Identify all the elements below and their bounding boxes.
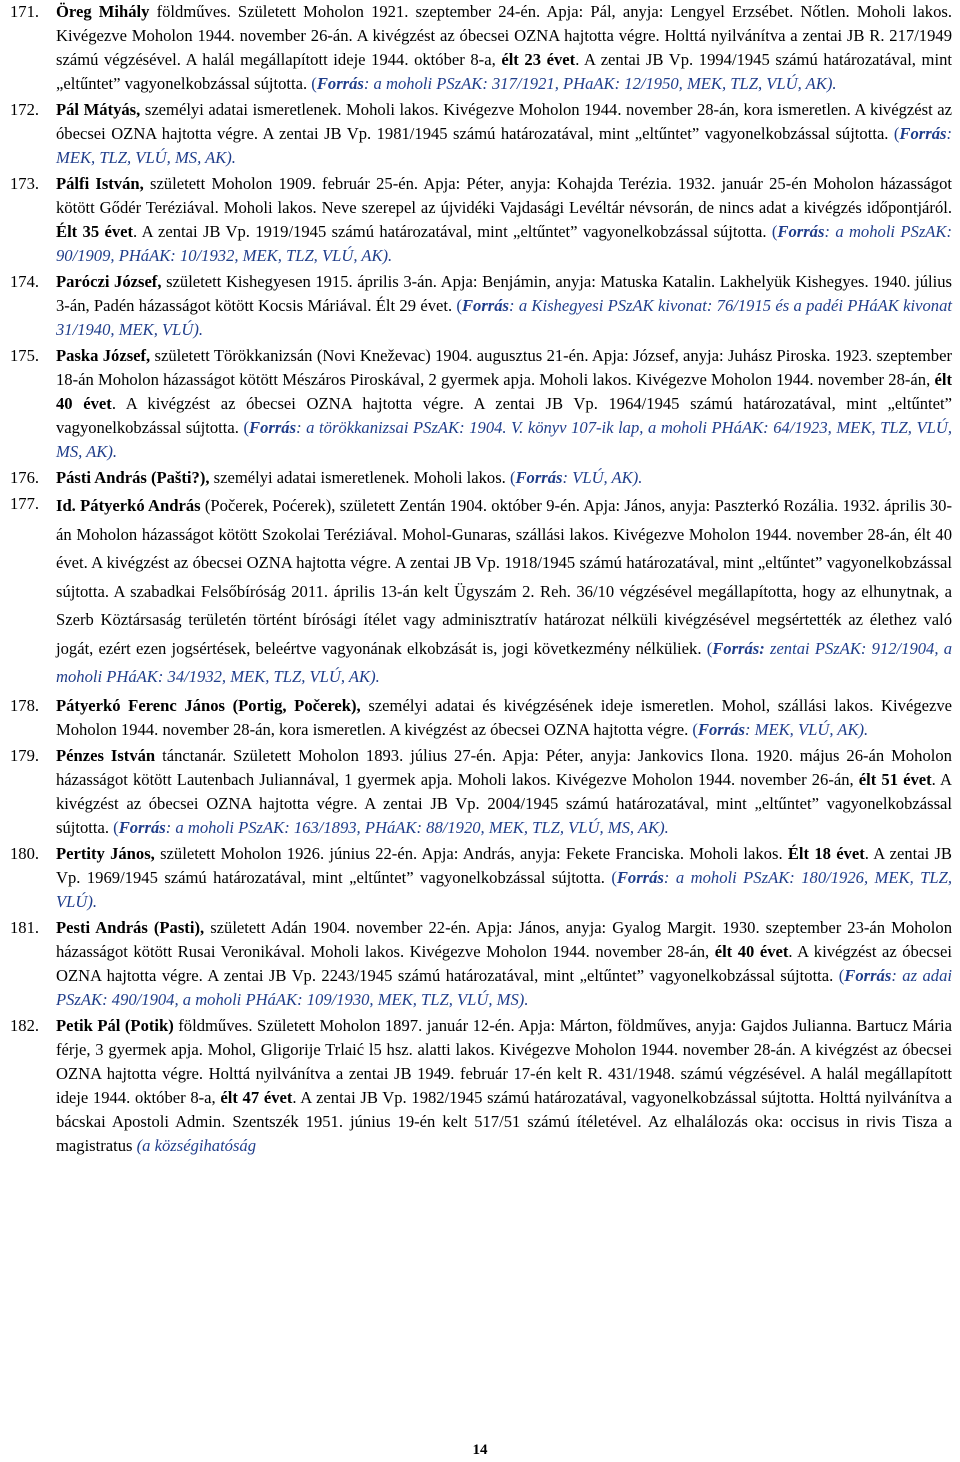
entry-number: 171.	[10, 2, 40, 21]
list-item	[0, 492, 960, 692]
source-label: Forrás	[515, 468, 563, 487]
person-name: Öreg Mihály	[56, 2, 150, 21]
source-label: Forrás	[461, 296, 509, 315]
source-open: (	[692, 719, 698, 739]
list-item	[0, 98, 960, 170]
entry-text	[56, 344, 952, 464]
person-name: Pertity János,	[56, 843, 155, 863]
source-open: (	[838, 965, 845, 985]
list-item	[0, 744, 960, 840]
entry-body-cont: . A kivégzést az óbecsei OZNA hajtotta végre. A zentai JB Vp. 2243/1945 számú határozatával, mint „eltűntet” vagyonelkobzással sújtotta.	[56, 941, 952, 985]
age-highlight: élt 40 évet	[56, 370, 952, 413]
entry-body-cont: . A zentai JB Vp. 1969/1945 számú határozatával, mint „eltűntet” vagyonelkobzással sújtotta.	[56, 843, 952, 887]
source-open: (	[706, 638, 713, 658]
list-item	[0, 270, 960, 342]
source-label: Forrás	[697, 719, 745, 739]
age-highlight: Élt 35 évet	[56, 222, 134, 241]
entry-body-cont: . A zentai JB Vp. 1982/1945 számú határozatával, vagyonelkobzással sújtotta. Holttá nyilvánítva a bácskai Apostoli Admin. Szentszék 1951. június 19-én kelt 517/51 számú ítéletével. Az elhalálozás oka: occisus in rivis Tisza a magistratus	[56, 1087, 953, 1155]
person-name: Paska József,	[56, 346, 151, 365]
source-list: : MEK, VLÚ, AK).	[744, 719, 869, 739]
person-name: Pál Mátyás,	[56, 100, 141, 119]
entry-body-cont: . A zentai JB Vp. 1994/1945 számú határozatával, mint „eltűntet” vagyonelkobzással sújtotta.	[56, 50, 952, 93]
source-list: : a moholi PSzAK: 163/1893, PHáAK: 88/1920, MEK, TLZ, VLÚ, MS, AK).	[165, 817, 669, 837]
entry-number: 179.	[10, 745, 40, 765]
entry-number: 174.	[10, 272, 40, 291]
person-name: Pátyerkó Ferenc János (Portig, Počerek),	[56, 695, 361, 715]
source-open: (	[893, 124, 900, 143]
source-list: : MEK, TLZ, VLÚ, MS, AK).	[56, 124, 952, 167]
entry-number: 181.	[10, 917, 40, 937]
entry-body-cont: . A kivégzést az óbecsei OZNA hajtotta végre. A zentai JB Vp. 2004/1945 számú határozatával, mint „eltűntet” vagyonelkobzással sújtotta.	[56, 769, 952, 837]
age-highlight: élt 23 évet	[501, 50, 576, 69]
entry-text	[56, 492, 952, 692]
person-name: Petik Pál (Potik)	[56, 1015, 174, 1035]
source-reference	[113, 818, 669, 837]
entry-text	[56, 0, 952, 96]
entry-body: személyi adatai ismeretlenek. Moholi lakos. Kivégezve Moholon 1944. november 28-án, kora ismeretlen. A kivégzést az óbecsei OZNA hajtotta végre. A zentai JB Vp. 1981/1945 számú határozatával, mint „eltűntet” vagyonelkobzással sújtotta.	[56, 100, 952, 143]
entry-text	[56, 916, 952, 1012]
entry-text	[56, 842, 952, 914]
source-list: : a Kishegyesi PSzAK kivonat: 76/1915 és a padéi PHáAK kivonat 31/1940, MEK, VLÚ).	[56, 296, 952, 339]
list-item	[0, 1014, 960, 1158]
source-open: (	[113, 817, 119, 837]
source-list: zentai PSzAK: 912/1904, a moholi PHáAK: 34/1932, MEK, TLZ, VLÚ, AK).	[56, 638, 952, 686]
entry-body: született Törökkanizsán (Novi Kneževac) 1904. augusztus 21-én. Apja: József, anyja: Juhász Piroska. 1923. szeptember 18-án Moholon házasságot kötött Mészáros Piroskával, 2 gyermek apja. Moholi lakos. Kivégezve Moholon 1944. november 28-án,	[56, 346, 952, 389]
list-item	[0, 694, 960, 742]
entry-body: született Adán 1904. november 22-én. Apja: János, anyja: Gyalog Margit. 1930. szeptember 23-án Moholon házasságot kötött Rusai Veronikával. Moholi lakos. Kivégezve Moholon 1944. november 28-án,	[56, 917, 952, 961]
source-label: Forrás	[249, 418, 297, 437]
entry-body-cont: . A zentai JB Vp. 1919/1945 számú határozatával, mint „eltűntet” vagyonelkobzással sújtotta.	[133, 222, 772, 241]
source-list: : a moholi PSzAK: 180/1926, MEK, TLZ, VLÚ).	[56, 867, 953, 911]
source-label: Forrás:	[712, 638, 765, 658]
source-reference	[692, 720, 868, 739]
age-highlight: élt 47 évet	[220, 1087, 293, 1107]
source-open: (	[456, 296, 462, 315]
person-name: Paróczi József,	[56, 272, 162, 291]
entry-number: 177.	[10, 494, 40, 513]
source-list: : a moholi PSzAK: 90/1909, PHáAK: 10/1932, MEK, TLZ, VLÚ, AK).	[56, 222, 953, 265]
source-list: : a törökkanizsai PSzAK: 1904. V. könyv 107-ik lap, a moholi PHáAK: 64/1923, MEK, TLZ, VLÚ, MS, AK).	[56, 418, 953, 461]
entry-body: született Moholon 1909. február 25-én. Apja: Péter, anyja: Kohajda Terézia. 1932. január 25-én Moholon házasságot kötött Gődér Teréziával. Moholi lakos. Neve szerepel az újvidéki Vajdasági Levéltár névsorán, de nincs adat a kivégzés időpontjáról.	[56, 174, 952, 217]
source-open: (	[311, 74, 317, 93]
entry-body: született Moholon 1926. június 22-én. Apja: András, anyja: Fekete Franciska. Moholi lakos.	[154, 843, 788, 863]
age-highlight: élt 51 évet	[858, 769, 932, 789]
entry-body: személyi adatai ismeretlenek. Moholi lakos.	[209, 468, 510, 487]
entry-body: személyi adatai és kivégzésének ideje ismeretlen. Mohol, szállási lakos. Kivégezve Moholon 1944. november 28-án, kora ismeretlen. A kivégzést az óbecsei OZNA hajtotta végre.	[56, 695, 953, 739]
entry-number: 176.	[10, 468, 40, 487]
source-list: : a moholi PSzAK: 317/1921, PHaAK: 12/1950, MEK, TLZ, VLÚ, AK).	[363, 74, 837, 93]
entry-prefix: Id.	[56, 496, 76, 515]
age-highlight: élt 40 évet	[714, 941, 789, 961]
source-open: (	[509, 468, 516, 487]
entry-number: 175.	[10, 346, 40, 365]
entry-number: 172.	[10, 100, 40, 119]
list-item	[0, 842, 960, 914]
source-open: (	[771, 222, 778, 241]
entry-text	[56, 1014, 952, 1158]
list-item	[0, 466, 960, 490]
source-label: Forrás	[616, 867, 664, 887]
list-item	[0, 916, 960, 1012]
source-reference	[311, 74, 836, 93]
source-list: : az adai PSzAK: 490/1904, a moholi PHáAK: 109/1930, MEK, TLZ, VLÚ, MS).	[56, 965, 952, 1009]
entry-text	[56, 744, 952, 840]
page-number: 14	[472, 1442, 488, 1458]
age-highlight: Élt 18 évet	[787, 843, 865, 863]
entry-text	[56, 466, 952, 490]
entry-number: 182.	[10, 1015, 40, 1035]
italic-tail: (a községihatóság	[136, 1135, 257, 1155]
person-name: Pásti András (Pašti?),	[56, 468, 210, 487]
source-label: Forrás	[118, 817, 166, 837]
entry-body: (Počerek, Poćerek), született Zentán 1904. október 9-én. Apja: János, anyja: Paszterkó Rozália. 1932. április 30-án Moholon házasságot kötött Szokolai Teréziával. Mohol-Gunaras, szállási lakos. Kivégezve Moholon 1944. november 28-án, élt 40 évet. A kivégzést az óbecsei OZNA hajtotta végre. A zentai JB Vp. 1918/1945 számú határozatával, mint „eltűntet” vagyonelkobzással sújtotta. A szabadkai Felsőbíróság 2011. április 13-án kelt Ügyszám 2. Reh. 36/10 végzésével megállapította, hogy az elhunytnak, a Szerb Köztársaság területén történt bírósági ítélet vagy adminisztratív határozat nélküli kivégzésével megsértették az élethez való jogát, ezért ezen jogsértések, beleértve vagyonának elkobzását is, jogi következmény nélküliek.	[56, 496, 953, 658]
entry-body: tánctanár. Született Moholon 1893. július 27-én. Apja: Péter, anyja: Jankovics Ilona. 1920. május 26-án Moholon házasságot kötött Lautenbach Juliannával, 1 gyermek apja. Moholi lakos. Kivégezve Moholon 1944. november 26-án,	[56, 745, 952, 789]
entry-body: földműves. Született Moholon 1921. szeptember 24-én. Apja: Pál, anyja: Lengyel Erzsébet. Nőtlen. Moholi lakos. Kivégezve Moholon 1944. november 26-án. A kivégzést az óbecsei OZNA hajtotta végre. Holttá nyilvánítva a zentai JB R. 217/1949 számú végzésével. A halál megállapított ideje 1944. október 8-a,	[56, 2, 952, 69]
person-name: Pálfi István,	[56, 174, 144, 193]
entry-text	[56, 98, 952, 170]
entry-body-cont: . A kivégzést az óbecsei OZNA hajtotta végre. A zentai JB Vp. 1964/1945 számú határozatával, mint „eltűntet” vagyonelkobzással sújtotta.	[56, 394, 953, 437]
list-item	[0, 344, 960, 464]
entry-text	[56, 172, 952, 268]
list-item	[0, 172, 960, 268]
source-open: (	[611, 867, 617, 887]
source-label: Forrás	[316, 74, 364, 93]
source-reference	[510, 468, 642, 487]
entry-number: 180.	[10, 843, 40, 863]
entry-text	[56, 694, 952, 742]
entry-number: 178.	[10, 695, 40, 715]
source-list: : VLÚ, AK).	[562, 468, 643, 487]
entry-number: 173.	[10, 174, 40, 193]
source-label: Forrás	[899, 124, 947, 143]
source-label: Forrás	[777, 222, 825, 241]
source-open: (	[243, 418, 250, 437]
source-label: Forrás	[844, 965, 892, 985]
list-item	[0, 0, 960, 96]
entry-body: született Kishegyesen 1915. április 3-án. Apja: Benjámin, anyja: Matuska Katalin. Lakhelyük Kishegyes. 1940. július 3-án, Padén házasságot kötött Kocsis Máriával. Élt 29 évet.	[56, 272, 952, 315]
entry-text	[56, 270, 952, 342]
person-name: Pesti András (Pasti),	[56, 917, 205, 937]
entry-body: földműves. Született Moholon 1897. január 12-én. Apja: Márton, földműves, anyja: Gajdos Julianna. Bartucz Mária férje, 3 gyermek apja. Mohol, Gligorije Trlaić l5 hsz. alatti lakos. Kivégezve Moholon 1944. november 28-án. A kivégzést az óbecsei OZNA hajtotta végre. Holttá nyilvánítva a zentai JB 1949. február 17-én kelt R. 431/1948. számú végzésével. A halál megállapított ideje 1944. október 8-a,	[56, 1015, 952, 1107]
person-name: Pátyerkó András	[75, 496, 201, 515]
person-name: Pénzes István	[56, 745, 156, 765]
